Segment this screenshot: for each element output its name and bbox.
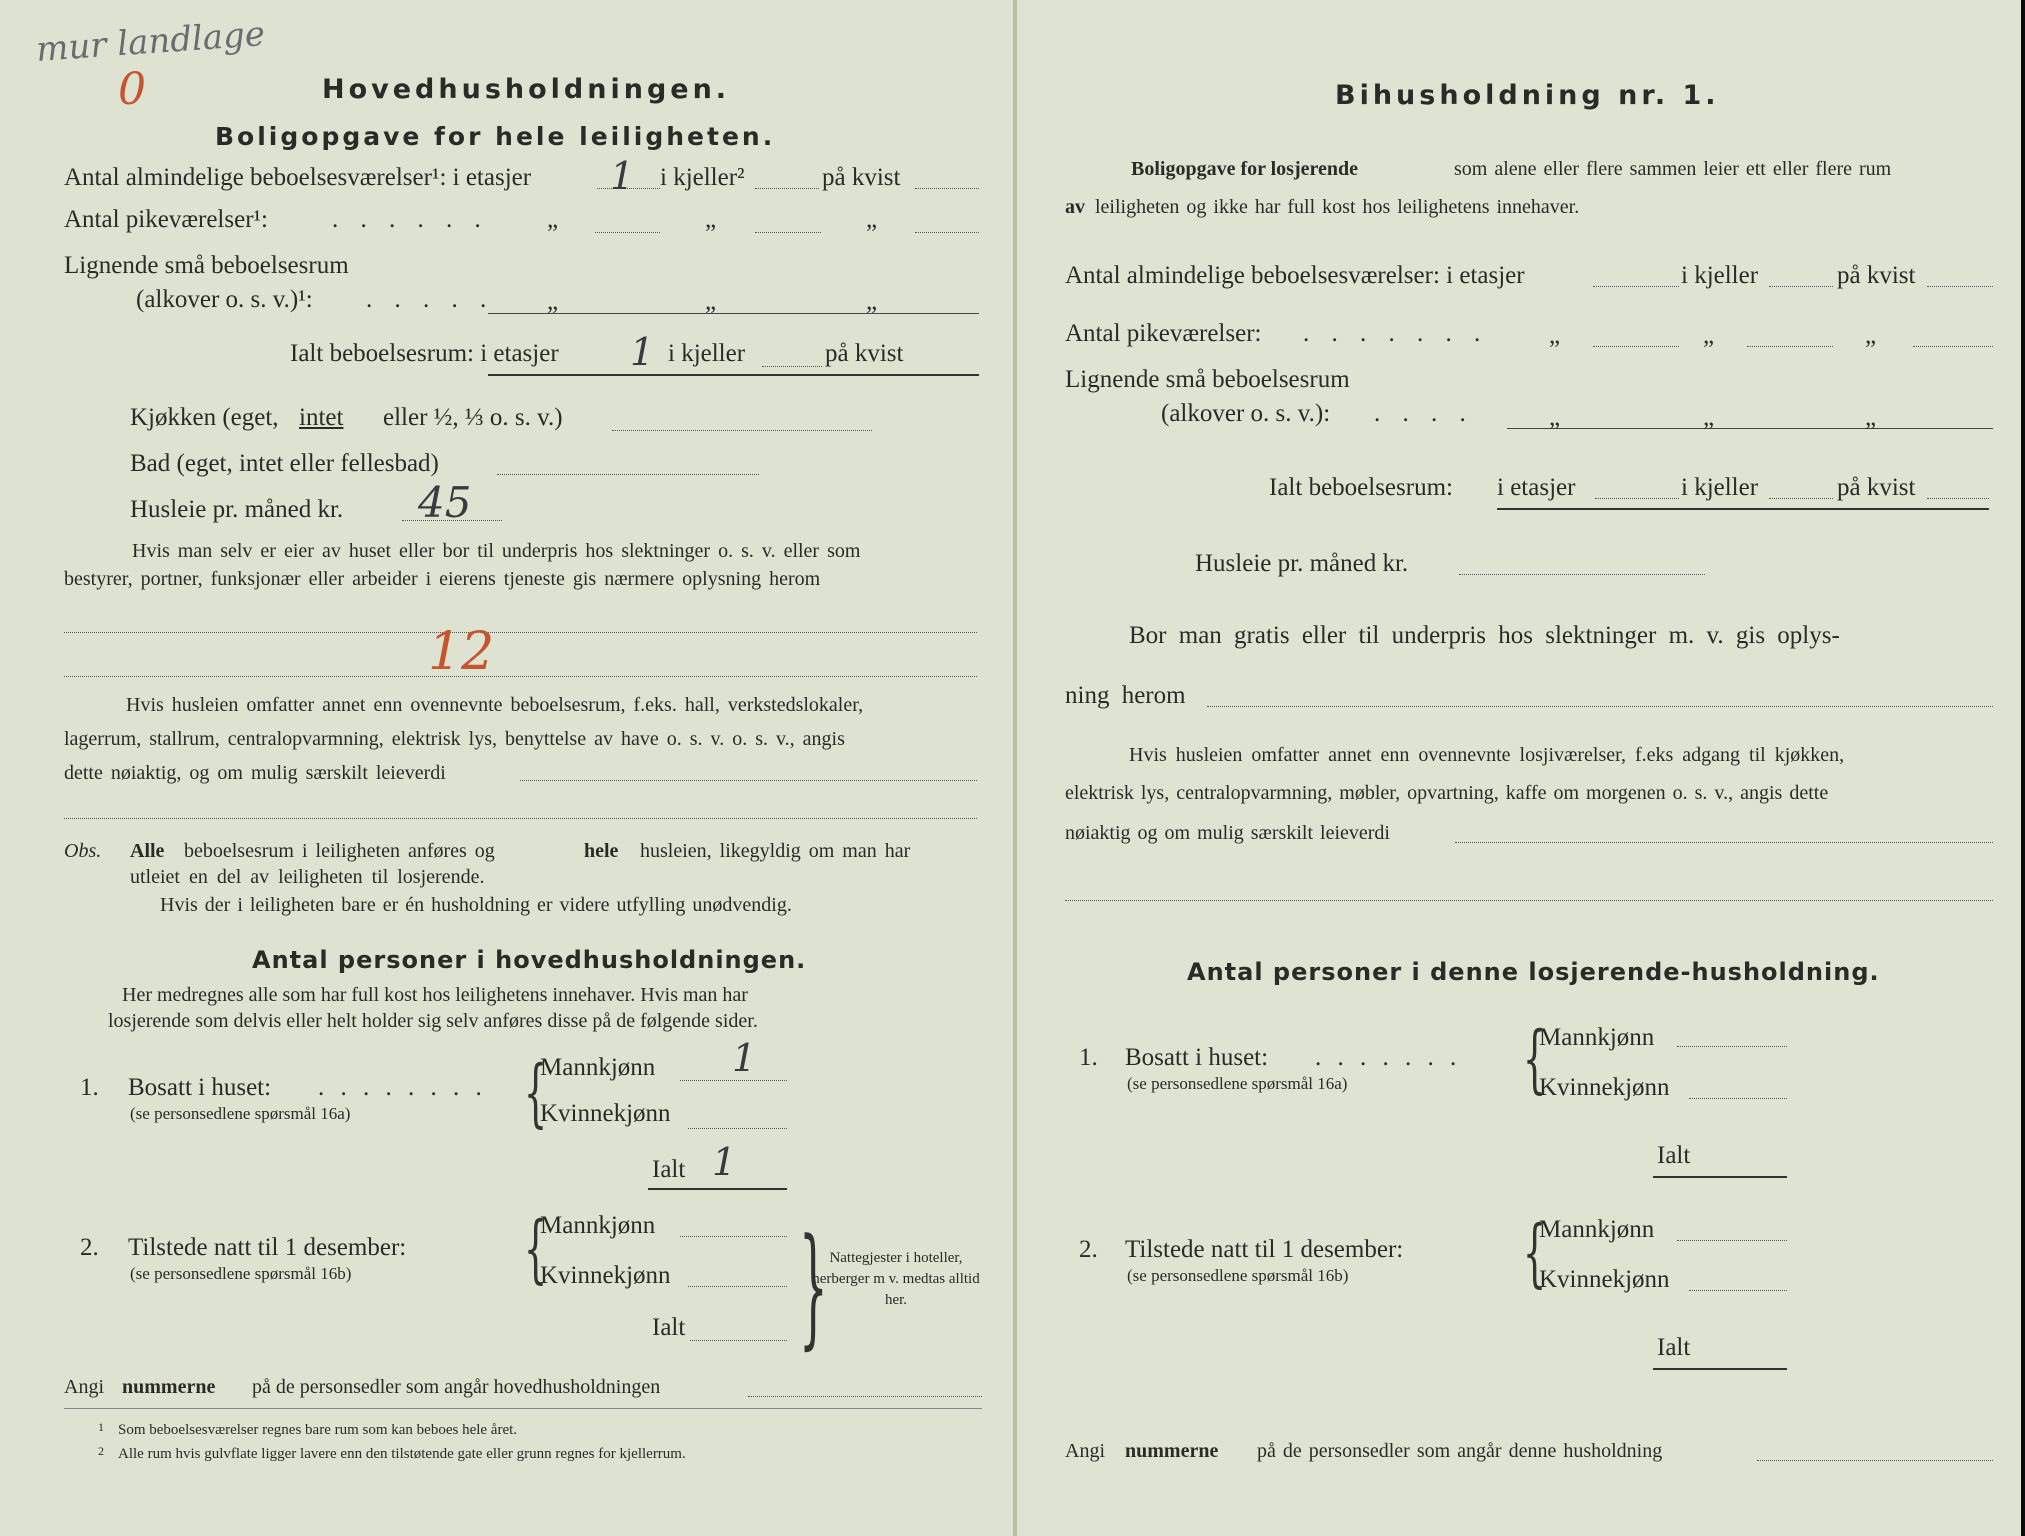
red-mark: 0: [118, 64, 146, 115]
kvist-label: på kvist: [822, 164, 901, 191]
q1-mann-label: Mannkjønn: [540, 1054, 656, 1081]
q1-ialt-line: [648, 1188, 787, 1190]
kjokken-prefix: Kjøkken (eget,: [130, 404, 279, 431]
q1-sub: (se personsedlene spørsmål 16a): [1127, 1074, 1348, 1093]
red-number: 12: [428, 622, 495, 682]
q2-kvinne-field[interactable]: [1689, 1290, 1787, 1291]
omfatter-text: Hvis husleien omfatter annet enn ovennevnte losjiværelser, f.eks adgang til kjøkken,: [1129, 744, 1845, 766]
ialt-label: Ialt beboelsesrum: i etasjer: [290, 340, 559, 367]
ditto-mark: „: [866, 206, 878, 233]
obs-text: Hvis der i leiligheten bare er én husholdning er videre utfylling unødvendig.: [160, 894, 792, 916]
angi-nummerne: nummerne: [122, 1376, 216, 1398]
q2-label: Tilstede natt til 1 desember:: [128, 1234, 407, 1261]
pike-kvist-field[interactable]: [915, 232, 979, 233]
omfatter-text: nøiaktig og om mulig særskilt leieverdi: [1065, 822, 1390, 844]
bad-field[interactable]: [497, 474, 759, 475]
q1-mann-field[interactable]: [680, 1080, 787, 1081]
ialt-label: Ialt beboelsesrum:: [1269, 474, 1453, 501]
page-title: Hovedhusholdningen.: [322, 74, 731, 105]
q1-sub: (se personsedlene spørsmål 16a): [130, 1104, 351, 1123]
ditto-mark: „: [1865, 322, 1877, 349]
q1-number: 1.: [1079, 1044, 1098, 1071]
q1-ialt-label: Ialt: [652, 1156, 686, 1183]
ditto-mark: „: [705, 288, 717, 315]
ditto-mark: „: [547, 206, 559, 233]
q1-kvinne-label: Kvinnekjønn: [540, 1100, 671, 1127]
ialt-kvist-label: på kvist: [825, 340, 904, 367]
q2-number: 2.: [1079, 1236, 1098, 1263]
footnote-1: Som beboelsesværelser regnes bare rum som kan beboes hele året.: [118, 1422, 518, 1438]
q2-mann-label: Mannkjønn: [1539, 1216, 1655, 1243]
eier-text: bestyrer, portner, funksjonær eller arbeider i eierens tjeneste gis nærmere oplysning herom: [64, 568, 821, 590]
pencil-annotation: mur landlage: [34, 14, 267, 70]
pike-etasjer-field[interactable]: [595, 232, 660, 233]
husleie-field[interactable]: [402, 520, 502, 521]
q1-ialt-line: [1653, 1176, 1787, 1178]
husleie-label: Husleie pr. måned kr.: [130, 496, 344, 523]
q1-label: Bosatt i huset:: [128, 1074, 272, 1101]
pike-etasjer-field[interactable]: [1593, 346, 1679, 347]
pike-kjeller-field[interactable]: [1747, 346, 1833, 347]
kjeller-label: i kjeller: [1681, 262, 1759, 289]
persons-text: losjerende som delvis eller helt holder sig selv anføres disse på de følgende sider.: [108, 1010, 758, 1032]
intro-bold: av: [1065, 196, 1085, 218]
page-title: Bihusholdning nr. 1.: [1335, 80, 1720, 111]
q2-ialt-label: Ialt: [652, 1314, 686, 1341]
kjokken-intet: intet: [299, 404, 344, 431]
q1-mann-value: 1: [732, 1036, 757, 1080]
kvist-field[interactable]: [1927, 286, 1993, 287]
pike-kjeller-field[interactable]: [755, 232, 821, 233]
obs-text: utleiet en del av leiligheten til losjerende.: [130, 866, 485, 888]
pike-kvist-field[interactable]: [1913, 346, 1993, 347]
q2-kvinne-label: Kvinnekjønn: [540, 1262, 671, 1289]
filler-dots: . . . .: [1374, 400, 1474, 427]
ialt-kvist-field[interactable]: [1927, 498, 1989, 499]
q1-kvinne-field[interactable]: [1689, 1098, 1787, 1099]
filler-dots: . . . . . . . .: [318, 1074, 487, 1101]
angi-label: Angi: [64, 1376, 104, 1398]
intro-text: som alene eller flere sammen leier ett eller flere rum: [1454, 158, 1892, 180]
ialt-etasjer-label: i etasjer: [1497, 474, 1576, 501]
ialt-underline: [1497, 508, 1989, 510]
kjeller-label: i kjeller²: [660, 164, 745, 191]
obs-hele: hele: [584, 840, 619, 862]
angi-text: på de personsedler som angår denne husholdning: [1257, 1440, 1663, 1462]
brace-icon: {: [1522, 1016, 1547, 1102]
obs-text: husleien, likegyldig om man har: [640, 840, 911, 862]
leieverdi-field[interactable]: [520, 780, 977, 781]
omfatter-text: lagerrum, stallrum, centralopvarmning, elektrisk lys, benyttelse av have o. s. v. o. s. v., angis: [64, 728, 845, 750]
q2-sub: (se personsedlene spørsmål 16b): [1127, 1266, 1349, 1285]
filler-dots: . . . . . .: [332, 206, 489, 233]
ditto-mark: „: [1865, 404, 1877, 431]
pikevaerelser-label: Antal pikeværelser¹:: [64, 206, 268, 233]
filler-dots: . . . . . . .: [1303, 320, 1489, 347]
q2-mann-label: Mannkjønn: [540, 1212, 656, 1239]
alkover-line: [488, 313, 979, 314]
q2-ialt-label: Ialt: [1657, 1334, 1691, 1361]
pikevaerelser-label: Antal pikeværelser:: [1065, 320, 1262, 347]
omfatter-text: elektrisk lys, centralopvarmning, møbler, opvartning, kaffe om morgenen o. s. v., angis dette: [1065, 782, 1829, 804]
eier-field-2[interactable]: [64, 676, 977, 677]
page-subtitle: Boligopgave for hele leiligheten.: [215, 122, 776, 151]
ditto-mark: „: [1549, 404, 1561, 431]
q2-kvinne-field[interactable]: [688, 1286, 787, 1287]
ditto-mark: „: [866, 288, 878, 315]
q2-ialt-line: [1653, 1368, 1787, 1370]
q1-mann-field[interactable]: [1677, 1046, 1787, 1047]
ditto-mark: „: [705, 206, 717, 233]
brace-icon: {: [1522, 1210, 1547, 1296]
leieverdi-field-2[interactable]: [1065, 900, 1993, 901]
etasjer-field[interactable]: [1593, 286, 1679, 287]
persons-text: Her medregnes alle som har full kost hos leilighetens innehaver. Hvis man har: [122, 984, 748, 1006]
persons-title: Antal personer i hovedhusholdningen.: [252, 946, 807, 974]
footnote-divider: [64, 1408, 982, 1409]
footnote-number: 1: [98, 1420, 104, 1434]
persons-title: Antal personer i denne losjerende-husholdning.: [1187, 958, 1880, 986]
ialt-kjeller-label: i kjeller: [1681, 474, 1759, 501]
q1-ialt-label: Ialt: [1657, 1142, 1691, 1169]
filler-dots: . . . . . . .: [1315, 1044, 1462, 1071]
intro-bold: Boligopgave for losjerende: [1131, 158, 1359, 180]
ialt-underline: [488, 374, 979, 376]
angi-label: Angi: [1065, 1440, 1105, 1462]
ditto-mark: „: [1703, 404, 1715, 431]
leieverdi-field[interactable]: [1455, 842, 1993, 843]
kjeller-field[interactable]: [755, 188, 819, 189]
angi-text: på de personsedler som angår hovedhusholdningen: [252, 1376, 661, 1398]
kvist-label: på kvist: [1837, 262, 1916, 289]
ialt-etasjer-field[interactable]: [1595, 498, 1679, 499]
angi-field[interactable]: [748, 1396, 982, 1397]
q1-label: Bosatt i huset:: [1125, 1044, 1269, 1071]
filler-dots: . . . . .: [366, 286, 495, 313]
footnote-2: Alle rum hvis gulvflate ligger lavere enn den tilstøtende gate eller grunn regnes for kjellerrum.: [118, 1446, 686, 1462]
angi-field[interactable]: [1757, 1460, 1993, 1461]
smaa-rum-label: Lignende små beboelsesrum: [64, 252, 349, 279]
omfatter-text: Hvis husleien omfatter annet enn ovennevnte beboelsesrum, f.eks. hall, verkstedslokaler,: [126, 694, 864, 716]
q2-ialt-field[interactable]: [690, 1340, 787, 1341]
bad-label: Bad (eget, intet eller fellesbad): [130, 450, 439, 477]
right-brace-icon: }: [798, 1210, 828, 1362]
kjeller-field[interactable]: [1769, 286, 1833, 287]
q2-mann-field[interactable]: [680, 1236, 787, 1237]
q2-kvinne-label: Kvinnekjønn: [1539, 1266, 1670, 1293]
q1-ialt-value: 1: [712, 1140, 737, 1184]
right-page: [1017, 0, 2021, 1536]
ialt-kvist-label: på kvist: [1837, 474, 1916, 501]
kjokken-field[interactable]: [612, 430, 872, 431]
alkover-label: (alkover o. s. v.)¹:: [136, 286, 313, 313]
obs-label: Obs.: [64, 840, 102, 862]
q2-mann-field[interactable]: [1677, 1240, 1787, 1241]
ditto-mark: „: [1549, 322, 1561, 349]
leieverdi-field-2[interactable]: [64, 818, 977, 819]
husleie-value: 45: [418, 478, 472, 527]
husleie-field[interactable]: [1459, 574, 1705, 575]
rooms-label: Antal almindelige beboelsesværelser¹: i etasjer: [64, 164, 532, 191]
brace-icon: {: [523, 1050, 548, 1136]
kjokken-suffix: eller ½, ⅓ o. s. v.): [383, 404, 563, 431]
etasjer-value: 1: [610, 154, 635, 198]
q2-sub: (se personsedlene spørsmål 16b): [130, 1264, 352, 1283]
q2-label: Tilstede natt til 1 desember:: [1125, 1236, 1404, 1263]
intro-text: leiligheten og ikke har full kost hos leilighetens innehaver.: [1095, 196, 1580, 218]
q2-number: 2.: [80, 1234, 99, 1261]
footnote-number: 2: [98, 1444, 104, 1458]
ditto-mark: „: [547, 288, 559, 315]
q1-kvinne-field[interactable]: [688, 1128, 787, 1129]
q1-mann-label: Mannkjønn: [1539, 1024, 1655, 1051]
alkover-label: (alkover o. s. v.):: [1161, 400, 1331, 427]
husleie-label: Husleie pr. måned kr.: [1195, 550, 1409, 577]
nattegjester-note: Nattegjester i hoteller, herberger m v. medtas alltid her.: [812, 1250, 980, 1308]
q1-kvinne-label: Kvinnekjønn: [1539, 1074, 1670, 1101]
obs-alle: Alle: [130, 840, 165, 862]
ialt-kjeller-label: i kjeller: [668, 340, 746, 367]
q1-number: 1.: [80, 1074, 99, 1101]
gratis-text: ning herom: [1065, 682, 1186, 709]
ialt-kjeller-field[interactable]: [1769, 498, 1833, 499]
rooms-label: Antal almindelige beboelsesværelser: i etasjer: [1065, 262, 1525, 289]
ditto-mark: „: [1703, 322, 1715, 349]
ialt-etasjer-value: 1: [630, 330, 655, 374]
eier-text: Hvis man selv er eier av huset eller bor til underpris hos slektninger o. s. v. eller som: [132, 540, 861, 562]
obs-text: beboelsesrum i leiligheten anføres og: [184, 840, 495, 862]
gratis-text: Bor man gratis eller til underpris hos slektninger m. v. gis oplys-: [1129, 622, 1840, 649]
ialt-kjeller-field[interactable]: [762, 366, 822, 367]
gratis-field[interactable]: [1207, 706, 1993, 707]
alkover-line: [1507, 428, 1993, 429]
kvist-field[interactable]: [915, 188, 979, 189]
scan-edge: [2021, 0, 2025, 1536]
omfatter-text: dette nøiaktig, og om mulig særskilt leieverdi: [64, 762, 446, 784]
angi-nummerne: nummerne: [1125, 1440, 1219, 1462]
brace-icon: {: [523, 1206, 548, 1292]
smaa-rum-label: Lignende små beboelsesrum: [1065, 366, 1350, 393]
eier-field-1[interactable]: [64, 632, 977, 633]
